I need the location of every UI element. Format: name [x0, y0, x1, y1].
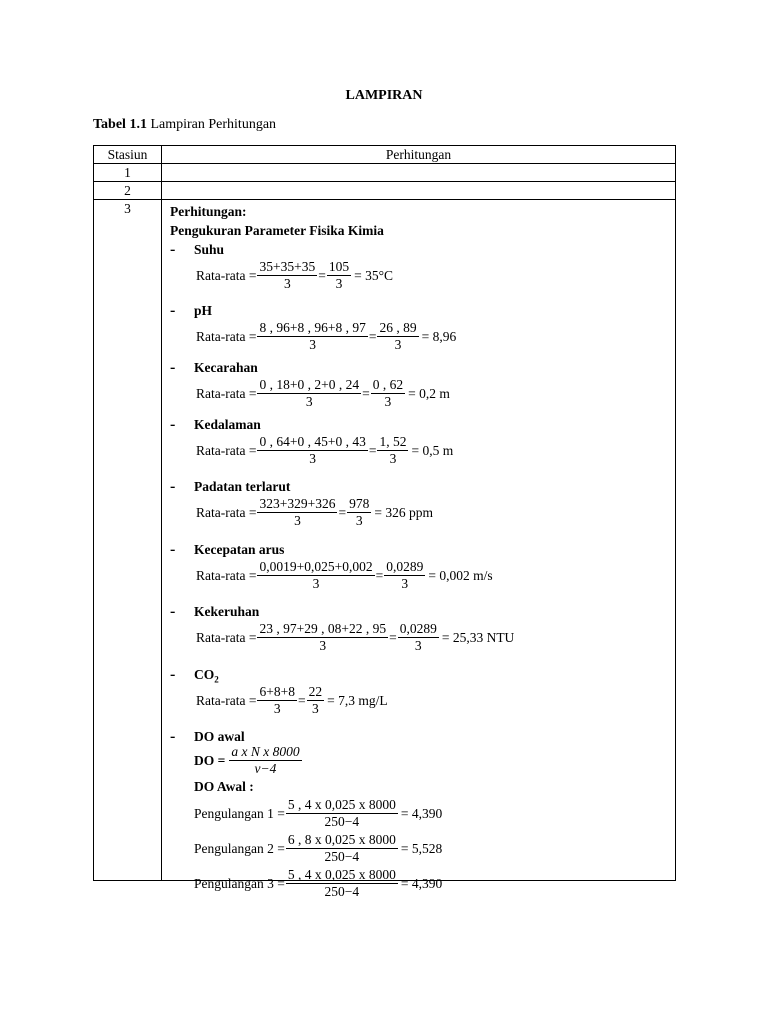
formula-prefix: Pengulangan 3 =: [194, 875, 285, 891]
equals: =: [368, 328, 377, 344]
denominator: 3: [414, 638, 422, 653]
calc-cell: [162, 164, 676, 182]
formula-result: = 4,390: [400, 875, 443, 891]
numerator: 0 , 64+0 , 45+0 , 43: [259, 434, 366, 449]
fraction: [257, 621, 388, 654]
param-label: [194, 665, 675, 684]
formula-prefix: Rata-rata =: [196, 567, 257, 583]
param-formula: [196, 559, 675, 592]
numerator: 35+35+35: [259, 259, 316, 274]
numerator: 8 , 96+8 , 96+8 , 97: [259, 320, 366, 335]
calc-cell: [162, 182, 676, 200]
denominator: 3: [389, 451, 397, 466]
fraction: [377, 320, 418, 353]
param-formula: [196, 434, 675, 467]
bullet-dash: -: [170, 728, 176, 745]
fraction: [229, 744, 301, 777]
calc-content: [162, 200, 675, 899]
numerator: 5 , 4 x 0,025 x 8000: [287, 867, 396, 882]
caption-text: Lampiran Perhitungan: [146, 117, 277, 132]
formula-prefix: Rata-rata =: [196, 629, 257, 645]
numerator: 0 , 62: [372, 377, 404, 392]
formula-result: = 0,5 m: [411, 442, 454, 458]
denominator: 3: [394, 337, 402, 352]
formula-result: = 7,3 mg/L: [327, 692, 388, 708]
denominator: 3: [335, 276, 343, 291]
formula-prefix: Rata-rata =: [196, 692, 257, 708]
table-row: [94, 164, 676, 182]
page-title: LAMPIRAN: [345, 88, 423, 103]
param-kecepatan-arus: [170, 540, 675, 602]
bullet-dash: -: [170, 666, 176, 683]
denominator: v−4: [254, 761, 277, 776]
fraction: [257, 496, 337, 529]
numerator: 0 , 18+0 , 2+0 , 24: [259, 377, 360, 392]
label-subscript: 2: [214, 674, 219, 685]
do-rep-3: [194, 866, 675, 901]
bullet-dash: -: [170, 478, 176, 495]
param-kecarahan: [170, 358, 675, 415]
param-label: Kedalaman: [194, 417, 261, 432]
param-kekeruhan: [170, 602, 675, 665]
fraction: [377, 434, 408, 467]
table-caption: [93, 117, 276, 133]
denominator: 3: [294, 513, 301, 528]
formula-result: = 35°C: [354, 267, 393, 283]
fraction: [257, 559, 374, 592]
equals: =: [368, 442, 377, 458]
fraction: [307, 684, 325, 717]
equals: =: [375, 567, 384, 583]
formula-result: = 0,002 m/s: [428, 567, 493, 583]
formula-prefix: Rata-rata =: [196, 442, 257, 458]
do-rep-1: [194, 796, 675, 831]
param-label: pH: [194, 303, 213, 318]
denominator: 3: [283, 276, 291, 291]
denominator: 3: [273, 701, 281, 716]
param-label: Padatan terlarut: [194, 479, 291, 494]
label-text: CO: [194, 667, 215, 682]
header-perhitungan: Perhitungan: [162, 146, 676, 164]
formula-result: = 326 ppm: [374, 504, 433, 520]
denominator: 3: [384, 394, 392, 409]
numerator: 23 , 97+29 , 08+22 , 95: [259, 621, 387, 636]
numerator: 6 , 8 x 0,025 x 8000: [287, 832, 396, 847]
do-rep-2: [194, 831, 675, 866]
denominator: 250−4: [324, 884, 360, 899]
param-label: Kekeruhan: [194, 604, 260, 619]
param-formula: [196, 684, 675, 717]
formula-result: = 4,390: [400, 805, 443, 821]
param-padatan-terlarut: [170, 477, 675, 540]
table-row: [94, 182, 676, 200]
formula-prefix: Rata-rata =: [196, 328, 257, 344]
denominator: 3: [319, 638, 327, 653]
param-ph: [170, 301, 675, 358]
bullet-dash: -: [170, 359, 176, 376]
table-row: [94, 200, 676, 881]
bullet-dash: -: [170, 416, 176, 433]
denominator: 3: [355, 513, 363, 528]
param-co2: [170, 665, 675, 727]
fraction: [257, 320, 367, 353]
station-cell: 1: [94, 164, 162, 182]
do-formula: [194, 744, 675, 777]
denominator: 250−4: [324, 849, 360, 864]
numerator: 26 , 89: [379, 320, 417, 335]
numerator: 0,0289: [386, 559, 424, 574]
fraction: [371, 377, 405, 410]
calc-heading: Perhitungan:: [170, 204, 247, 219]
calc-cell: [162, 200, 676, 899]
fraction: [384, 559, 425, 592]
numerator: a x N x 8000: [231, 744, 300, 759]
numerator: 0,0019+0,025+0,002: [259, 559, 373, 574]
equals: =: [318, 267, 326, 283]
numerator: 22: [308, 684, 323, 699]
formula-prefix: Pengulangan 2 =: [194, 840, 285, 856]
do-subheading: DO Awal :: [194, 779, 254, 794]
numerator: 0,0289: [399, 621, 437, 636]
formula-prefix: Rata-rata =: [196, 267, 257, 283]
param-formula: [196, 320, 675, 353]
denominator: 3: [312, 576, 320, 591]
denominator: 3: [401, 576, 409, 591]
bullet-dash: -: [170, 302, 176, 319]
header-stasiun: Stasiun: [94, 146, 162, 164]
fraction: [257, 684, 296, 717]
calc-subheading: Pengukuran Parameter Fisika Kimia: [170, 223, 384, 238]
bullet-dash: -: [170, 603, 176, 620]
fraction: [286, 797, 398, 830]
param-label: Kecarahan: [194, 360, 258, 375]
formula-result: = 8,96: [421, 328, 457, 344]
denominator: 3: [311, 701, 319, 716]
equals: =: [362, 385, 370, 401]
numerator: 105: [328, 259, 350, 274]
param-do-awal: [170, 727, 675, 901]
param-label: DO awal: [194, 729, 245, 744]
fraction: [327, 259, 351, 292]
equals: =: [338, 504, 347, 520]
fraction: [398, 621, 439, 654]
formula-prefix: Pengulangan 1 =: [194, 805, 285, 821]
equals: =: [297, 692, 306, 708]
formula-result: = 5,528: [400, 840, 443, 856]
fraction: [286, 832, 398, 865]
fraction: [257, 259, 317, 292]
station-cell: 3: [94, 200, 162, 881]
denominator: 3: [309, 337, 317, 352]
numerator: 6+8+8: [259, 684, 295, 699]
bullet-dash: -: [170, 541, 176, 558]
param-formula: [196, 377, 675, 410]
denominator: 250−4: [324, 814, 360, 829]
fraction: [257, 434, 367, 467]
numerator: 323+329+326: [259, 496, 336, 511]
caption-label: Tabel 1.1: [93, 117, 147, 132]
formula-prefix: DO =: [194, 752, 226, 768]
formula-prefix: Rata-rata =: [196, 504, 257, 520]
param-kedalaman: [170, 415, 675, 477]
fraction: [257, 377, 361, 410]
param-formula: [196, 496, 675, 529]
fraction: [347, 496, 371, 529]
station-cell: 2: [94, 182, 162, 200]
bullet-dash: -: [170, 241, 176, 258]
param-suhu: [170, 240, 675, 295]
param-formula: [196, 621, 675, 654]
formula-result: = 25,33 NTU: [441, 629, 515, 645]
numerator: 5 , 4 x 0,025 x 8000: [287, 797, 396, 812]
formula-prefix: Rata-rata =: [196, 385, 257, 401]
denominator: 3: [309, 451, 317, 466]
param-label: Kecepatan arus: [194, 542, 285, 557]
fraction: [286, 867, 398, 900]
equals: =: [389, 629, 397, 645]
param-formula: [196, 259, 675, 292]
calculation-table: [93, 145, 676, 899]
denominator: 3: [305, 394, 313, 409]
param-label: Suhu: [194, 242, 225, 257]
numerator: 1, 52: [379, 434, 407, 449]
formula-result: = 0,2 m: [408, 385, 450, 401]
numerator: 978: [349, 496, 370, 511]
